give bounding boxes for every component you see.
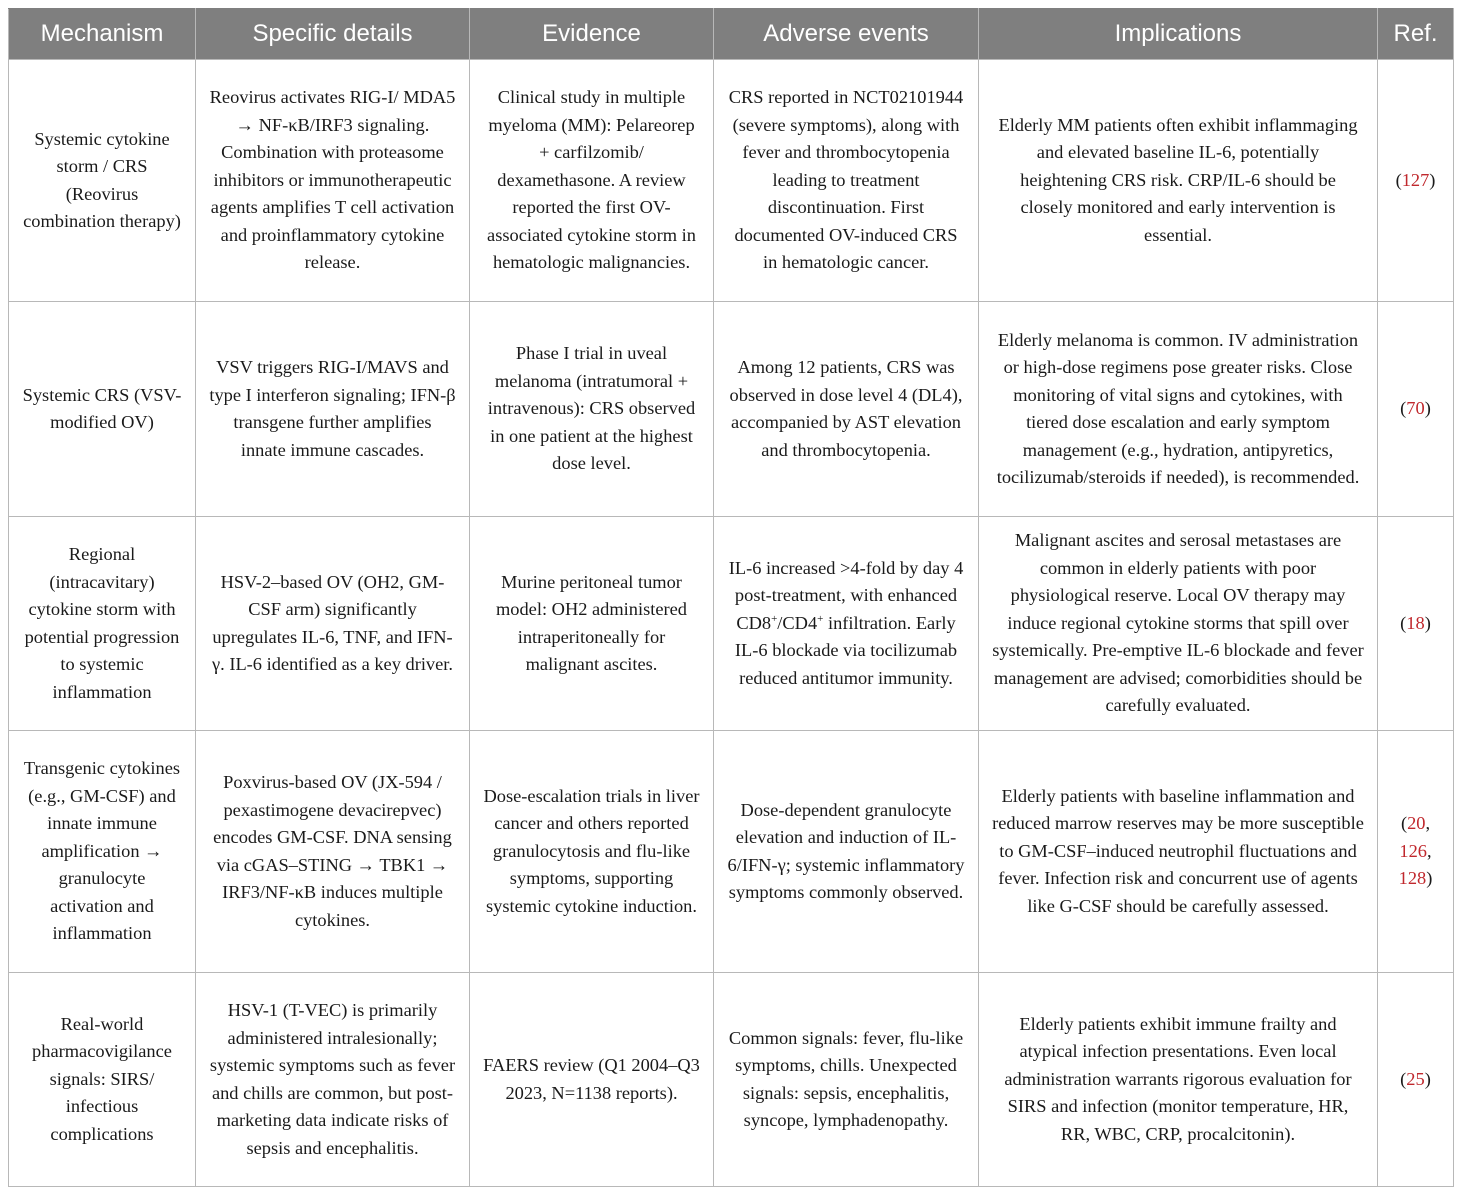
header-row (9, 9, 1454, 60)
adverse-text: infiltration. Early IL-6 blockade via tocilizumab reduced antitumor immunity. (734, 612, 958, 688)
table-row (9, 60, 1454, 302)
implications-cell: Elderly patients exhibit immune frailty and atypical infection presentations. Even local administration warrants rigorous evaluation for SIRS and infection (monitor temperature, HR, RR, WBC, CRP, procalcitonin). (979, 973, 1378, 1187)
evidence-cell: FAERS review (Q1 2004–Q3 2023, N=1138 reports). (470, 973, 714, 1187)
adverse-events-cell (714, 517, 979, 731)
implications-cell: Elderly MM patients often exhibit inflammaging and elevated baseline IL-6, potentially heightening CRS risk. CRP/IL-6 should be closely monitored and early intervention is essential. (979, 60, 1378, 302)
header-specific-details: Specific details (196, 9, 470, 60)
mechanism-cell: Transgenic cytokines (e.g., GM-CSF) and innate immune amplification → granulocyte activation and inflammation (9, 731, 196, 973)
table-row (9, 302, 1454, 517)
implications-cell: Malignant ascites and serosal metastases are common in elderly patients with poor physiological reserve. Local OV therapy may induce regional cytokine storms that spill over systemically. Pre-emptive IL-6 blockade and fever management are advised; comorbidities should be carefully evaluated. (979, 517, 1378, 731)
details-cell: HSV-2–based OV (OH2, GM-CSF arm) significantly upregulates IL-6, TNF, and IFN-γ. IL-6 identified as a key driver. (196, 517, 470, 731)
table-row (9, 731, 1454, 973)
ref-link[interactable]: 128 (1398, 868, 1427, 889)
details-cell: Poxvirus-based OV (JX-594 / pexastimogene devacirepvec) encodes GM-CSF. DNA sensing via cGAS–STING → TBK1 → IRF3/NF-κB induces multiple cytokines. (196, 731, 470, 973)
evidence-cell: Dose-escalation trials in liver cancer and others reported granulocytosis and flu-like symptoms, supporting systemic cytokine induction. (470, 731, 714, 973)
header-adverse-events: Adverse events (714, 9, 979, 60)
header-evidence: Evidence (470, 9, 714, 60)
evidence-cell: Phase I trial in uveal melanoma (intratumoral + intravenous): CRS observed in one patient at the highest dose level. (470, 302, 714, 517)
implications-cell: Elderly melanoma is common. IV administration or high-dose regimens pose greater risks. Close monitoring of vital signs and cytokines, with tiered dose escalation and early symptom management (e.g., hydration, antipyretics, tocilizumab/steroids if needed), is recommended. (979, 302, 1378, 517)
adverse-text: /CD4 (777, 612, 818, 633)
mechanism-cell: Systemic cytokine storm / CRS (Reovirus combination therapy) (9, 60, 196, 302)
adverse-events-cell: CRS reported in NCT02101944 (severe symptoms), along with fever and thrombocytopenia leading to treatment discontinuation. First documented OV-induced CRS in hematologic cancer. (714, 60, 979, 302)
implications-cell: Elderly patients with baseline inflammation and reduced marrow reserves may be more susceptible to GM-CSF–induced neutrophil fluctuations and fever. Infection risk and concurrent use of agents like G-CSF should be carefully assessed. (979, 731, 1378, 973)
ref-cell: (25) (1378, 973, 1454, 1187)
adverse-events-cell: Common signals: fever, flu-like symptoms, chills. Unexpected signals: sepsis, encephalitis, syncope, lymphadenopathy. (714, 973, 979, 1187)
mechanism-cell: Regional (intracavitary) cytokine storm with potential progression to systemic inflammation (9, 517, 196, 731)
ref-link[interactable]: 18 (1406, 612, 1425, 633)
table-row (9, 517, 1454, 731)
adverse-events-cell: Dose-dependent granulocyte elevation and induction of IL-6/IFN-γ; systemic inflammatory symptoms commonly observed. (714, 731, 979, 973)
ref-cell: (70) (1378, 302, 1454, 517)
adverse-text: IL-6 increased >4-fold by day 4 post-treatment, with enhanced CD8 (728, 557, 964, 633)
adverse-events-table (8, 8, 1454, 1187)
header-ref: Ref. (1378, 9, 1454, 60)
mechanism-cell: Systemic CRS (VSV-modified OV) (9, 302, 196, 517)
ref-link[interactable]: 20 (1407, 813, 1426, 834)
mechanism-cell: Real-world pharmacovigilance signals: SIRS/ infectious complications (9, 973, 196, 1187)
evidence-cell: Murine peritoneal tumor model: OH2 administered intraperitoneally for malignant ascites. (470, 517, 714, 731)
header-mechanism: Mechanism (9, 9, 196, 60)
details-cell: VSV triggers RIG-I/MAVS and type I interferon signaling; IFN-β transgene further amplifies innate immune cascades. (196, 302, 470, 517)
ref-link[interactable]: 127 (1401, 169, 1430, 190)
ref-cell: (20, 126, 128) (1378, 731, 1454, 973)
table-row (9, 973, 1454, 1187)
ref-cell: (127) (1378, 60, 1454, 302)
evidence-cell: Clinical study in multiple myeloma (MM): Pelareorep + carfilzomib/ dexamethasone. A review reported the first OV-associated cytokine storm in hematologic malignancies. (470, 60, 714, 302)
ref-link[interactable]: 25 (1406, 1068, 1425, 1089)
ref-link[interactable]: 70 (1406, 398, 1425, 419)
header-implications: Implications (979, 9, 1378, 60)
details-cell: Reovirus activates RIG-I/ MDA5 → NF-κB/IRF3 signaling. Combination with proteasome inhibitors or immunotherapeutic agents amplifies T cell activation and proinflammatory cytokine release. (196, 60, 470, 302)
superscript-plus: + (817, 612, 824, 625)
details-cell: HSV-1 (T-VEC) is primarily administered intralesionally; systemic symptoms such as fever and chills are common, but post-marketing data indicate risks of sepsis and encephalitis. (196, 973, 470, 1187)
ref-link[interactable]: 126 (1399, 840, 1427, 861)
ref-cell: (18) (1378, 517, 1454, 731)
adverse-events-cell: Among 12 patients, CRS was observed in dose level 4 (DL4), accompanied by AST elevation and thrombocytopenia. (714, 302, 979, 517)
superscript-plus: + (771, 612, 778, 625)
